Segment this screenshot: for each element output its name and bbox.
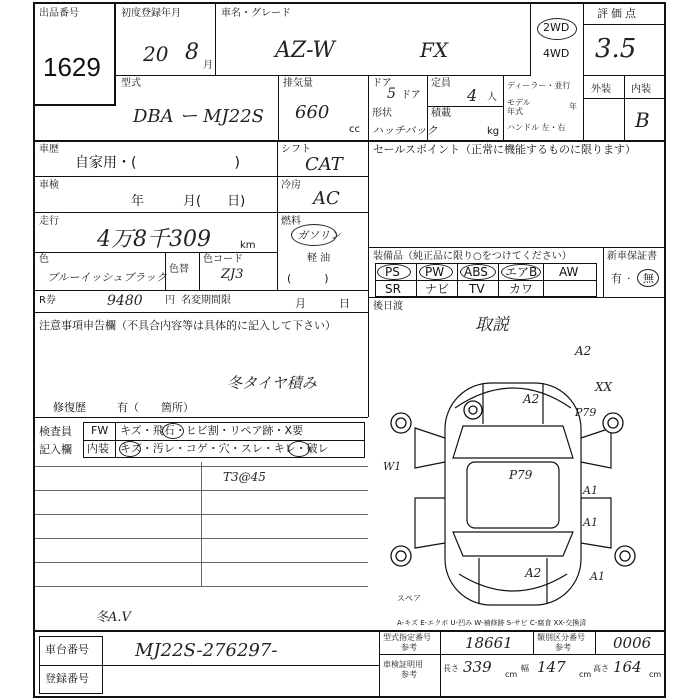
recycle-value: 9480	[107, 293, 143, 309]
equip-abs: ABS	[464, 265, 488, 279]
drive-2wd: 2WD	[543, 21, 570, 34]
type-value: DBA ー MJ22S	[133, 106, 264, 127]
capacity-label: 定員	[431, 78, 451, 89]
model-num-label: 型式指定番号	[383, 633, 431, 642]
interior-inspect-label: 内装	[87, 442, 109, 455]
mark-a1-rear: A1	[590, 570, 605, 583]
history-value: 自家用・( )	[75, 155, 240, 171]
first-reg-month: 8	[185, 40, 199, 65]
shift-value: CAT	[305, 154, 343, 175]
drive-4wd: 4WD	[543, 47, 570, 60]
door-label: ドア	[372, 78, 392, 89]
equip-ps: PS	[385, 265, 400, 279]
sales-points-label: セールスポイント（正常に機能するものに限ります）	[373, 143, 637, 156]
equipment-label: 装備品（純正品に限り○をつけてください）	[373, 251, 572, 262]
length-unit: cm	[505, 670, 518, 679]
inspection-value: 年 月( 日)	[131, 194, 246, 209]
displacement-label: 排気量	[283, 78, 313, 89]
proof-label: 車検証明用	[383, 660, 423, 669]
repair-label: 修復歴	[53, 401, 86, 414]
door-value: 5	[387, 86, 396, 102]
class-num-value: 0006	[613, 634, 652, 652]
equip-pw: PW	[425, 265, 445, 279]
spare-label: スペア	[397, 594, 421, 603]
recycle-label: R券	[39, 295, 56, 306]
capacity-unit: 人	[487, 92, 497, 103]
length-label: 長さ	[443, 664, 459, 673]
model-num-ref: 参考	[401, 643, 417, 652]
mark-p79-fender: P79	[575, 406, 597, 419]
color-code-value: ZJ3	[221, 267, 244, 282]
equip-navi: ナビ	[425, 282, 450, 296]
fw-label: FW	[91, 424, 109, 437]
exterior-label: 外装	[591, 84, 611, 95]
shift-label: シフト	[281, 144, 311, 155]
model-year-label: モデル年式	[507, 98, 531, 116]
equip-tv: TV	[469, 282, 485, 296]
name-change-value: 月 日	[295, 297, 350, 310]
rear-seat-value: 取説	[475, 315, 509, 335]
width-value: 147	[537, 658, 566, 676]
equip-airbag: エアB	[505, 265, 538, 279]
displacement-value: 660	[295, 102, 330, 123]
first-reg-year: 20	[143, 42, 169, 66]
damage-legend: A-キズ E-エクボ U-凹み W-補修跡 S-サビ C-腐食 XX-交換済	[397, 619, 587, 627]
month-unit: 月	[203, 60, 213, 71]
mark-p79-roof: P79	[509, 468, 533, 482]
color-change-label: 色替	[169, 264, 189, 275]
mark-a2-hood: A2	[523, 392, 540, 406]
mark-a2-trunk: A2	[525, 566, 542, 580]
fw-items: キズ・飛石・ヒビ割・リペア跡・X要	[120, 424, 304, 437]
length-value: 339	[463, 658, 492, 676]
yen-unit: 円	[165, 295, 175, 306]
interior-label: 内装	[631, 84, 651, 95]
height-label: 高さ	[593, 664, 609, 673]
fuel-label: 燃料	[281, 216, 301, 227]
kg-unit: kg	[487, 126, 500, 137]
rear-seat-label: 後日渡	[373, 301, 403, 312]
warranty-yes: 有	[611, 272, 622, 285]
repair-value: 有（ 箇所）	[117, 401, 194, 414]
notes-value: 冬タイヤ積み	[227, 374, 317, 392]
chassis-value: MJ22S-276297-	[135, 640, 278, 661]
warranty-label: 新車保証書	[607, 251, 657, 262]
mark-a2-top: A2	[575, 344, 592, 358]
lot-number: 1629	[43, 52, 101, 82]
inspector-label-1: 検査員	[39, 425, 72, 438]
inspector-label-2: 記入欄	[39, 443, 72, 456]
color-value: ブルーイッシュブラック	[47, 271, 167, 284]
capacity-value: 4	[467, 86, 478, 105]
reg-label: 登録番号	[45, 672, 89, 685]
name-change-label: 名変期間限	[181, 295, 231, 306]
aircon-label: 冷房	[281, 180, 301, 191]
proof-ref: 参考	[401, 670, 417, 679]
mileage-label: 走行	[39, 216, 59, 227]
year-unit: 年	[569, 102, 577, 111]
shape-value: ハッチバック	[372, 124, 438, 137]
handle-label: ハンドル 左・右	[507, 123, 566, 132]
mileage-value: 4万8千309	[97, 227, 211, 252]
diesel-paren: ( )	[287, 272, 329, 285]
model-num-value: 18661	[465, 634, 513, 652]
inspector-note-1: T3@45	[223, 470, 266, 484]
km-unit: km	[240, 240, 256, 251]
first-reg-label: 初度登録年月	[121, 8, 181, 19]
mark-w1: W1	[383, 460, 402, 473]
class-num-label: 類別区分番号	[537, 633, 585, 642]
equip-leather: カワ	[509, 282, 534, 296]
lot-label: 出品番号	[39, 8, 79, 19]
interior-items: キズ・汚レ・コゲ・穴・スレ・キレ・破レ	[120, 442, 329, 455]
width-unit: cm	[579, 670, 592, 679]
score-label: 評価点	[597, 7, 639, 20]
score-value: 3.5	[595, 34, 637, 64]
type-label: 型式	[121, 78, 141, 89]
mark-a1-door1: A1	[583, 484, 598, 497]
model-name: AZ-W	[275, 38, 336, 63]
equip-sr: SR	[385, 282, 401, 296]
interior-value: B	[635, 108, 650, 132]
mark-xx: XX	[595, 380, 613, 394]
history-label: 車歴	[39, 144, 59, 155]
class-num-ref: 参考	[555, 643, 571, 652]
notes-label: 注意事項申告欄（不具合内容等は具体的に記入して下さい）	[39, 319, 336, 332]
inspector-note-2: 冬A.V	[95, 610, 131, 625]
cc-unit: cc	[349, 124, 360, 135]
chassis-label: 車台番号	[45, 643, 89, 656]
width-label: 幅	[521, 664, 529, 673]
equip-aw: AW	[559, 265, 579, 279]
auction-sheet: 出品番号 1629 初度登録年月 20 8 月 車名・グレード AZ-W FX 2WD 4WD 評価点 3.5 型式 DBA ー MJ22S 排気量 660 cc ドア 5 ドア 形状 ハッチバック 定員 4 人 積載 kg ディーラー・並行 モデル年式 年 ハンドル 左・右 外装 内装 B 車歴 自家用・( ) シフト CAT 車検 年 月( 日) 冷房 AC 走行 4万8千309 km 燃料 ガソリン 軽 油 ( ) 色 ブルーイッシュブラック 色替 色コード ZJ3 R券 9480 円 名変期間限 月 日 セールスポイント（正常に機能するものに限ります） 装備品（純正品に限り○をつけてください） 新車保証書 PS PW ABS エアB AW SR ナビ TV カワ 有 · 無 後日渡 取説 注意事項申告欄（不具合内容等は具体的に記入して下さい） 冬タイヤ積み 修復歴 有（ 箇所） 検査員 記入欄 FW キズ・飛石・ヒビ割・リペア跡・X要 内装 キズ・汚レ・コゲ・穴・スレ・キレ・破レ T3@45 冬A.V A2 A2 XX P79 P79 A1 A1 A1 A2 W1 スペア 車台番号 登録番号 MJ22S-276297- A-キズ E-エクボ U-凹み W-補修跡 S-サビ C-腐食 XX-交換済 型式指定番号 参考 18661 類別区分番号 参考 0006 車検証明用 参考 長さ 339 cm 幅 147 cm 高さ 164 cm	[33, 2, 666, 698]
grade: FX	[420, 38, 449, 62]
inspection-label: 車検	[39, 180, 59, 191]
loading-label: 積載	[431, 108, 451, 119]
fuel-value: ガソリン	[297, 229, 341, 242]
diesel-label: 軽 油	[307, 253, 331, 264]
height-unit: cm	[649, 670, 662, 679]
shape-label: 形状	[372, 108, 392, 119]
aircon-value: AC	[313, 188, 340, 209]
dealer-label: ディーラー・並行	[507, 81, 571, 90]
color-label: 色	[39, 254, 49, 265]
door-unit: ドア	[401, 90, 421, 101]
color-code-label: 色コード	[203, 254, 243, 265]
height-value: 164	[613, 658, 642, 676]
model-grade-label: 車名・グレード	[221, 8, 291, 19]
mark-a1-door2: A1	[583, 516, 598, 529]
warranty-no: 無	[643, 272, 654, 285]
